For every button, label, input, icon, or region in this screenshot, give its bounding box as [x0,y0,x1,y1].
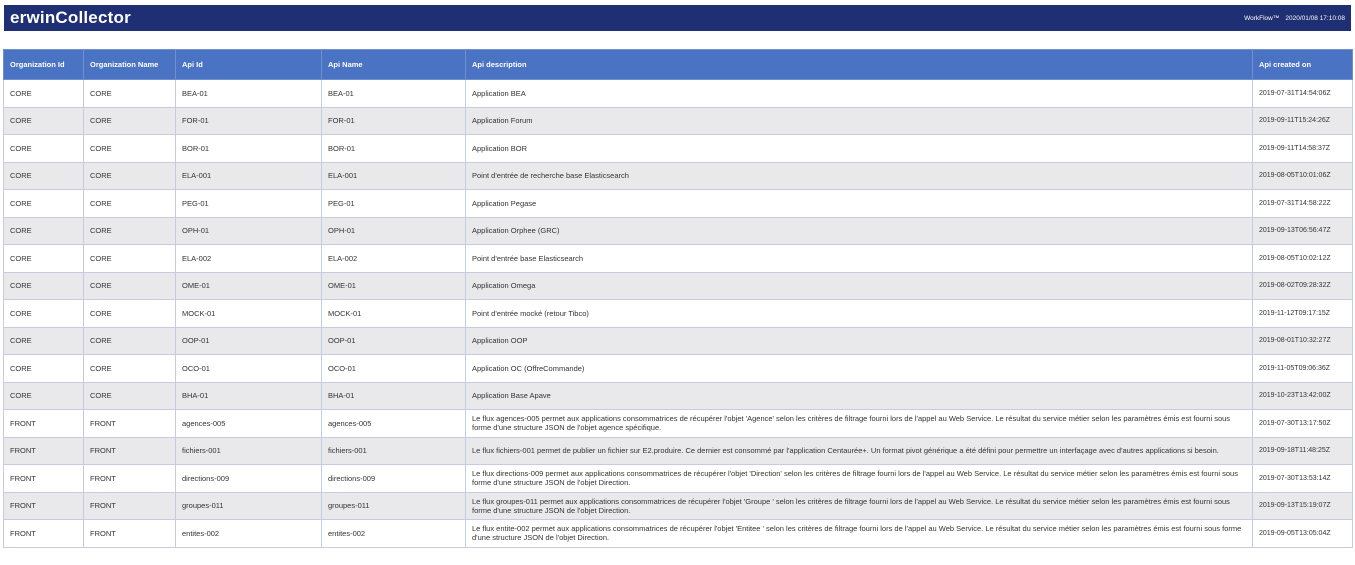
table-row[interactable] [4,107,1353,135]
api-created-on-cell: 2019-11-12T09:17:15Z [1253,300,1353,328]
organization-name-cell: CORE [84,245,176,273]
table-row[interactable] [4,520,1353,548]
api-created-on-cell: 2019-09-05T13:05:04Z [1253,520,1353,548]
organization-id-cell: CORE [4,327,84,355]
table-row[interactable] [4,217,1353,245]
organization-id-cell: FRONT [4,437,84,465]
table-row[interactable] [4,492,1353,520]
organization-id-cell: FRONT [4,410,84,438]
organization-name-cell: CORE [84,107,176,135]
app-header [4,5,1351,31]
api-id-cell: PEG-01 [176,190,322,218]
api-created-on-cell: 2019-09-11T14:58:37Z [1253,135,1353,163]
column-header-organization-name[interactable]: Organization Name [84,50,176,80]
organization-name-cell: CORE [84,272,176,300]
api-description-cell: Application Pegase [466,190,1253,218]
api-name-cell: ELA-001 [322,162,466,190]
api-description-cell: Le flux fichiers-001 permet de publier un fichier sur E2.produire. Ce dernier est consommé par l'application Centaurée+. Un format pivot générique a été défini pour permettre un interfaçage avec d'autres applications si besoin. [466,437,1253,465]
organization-id-cell: CORE [4,300,84,328]
organization-name-cell: CORE [84,135,176,163]
api-description-cell: Point d'entrée base Elasticsearch [466,245,1253,273]
api-id-cell: OPH-01 [176,217,322,245]
organization-id-cell: FRONT [4,492,84,520]
organization-name-cell: CORE [84,300,176,328]
table-row[interactable] [4,382,1353,410]
organization-name-cell: CORE [84,162,176,190]
api-description-cell: Le flux groupes-011 permet aux applications consommatrices de récupérer l'objet 'Groupe ' selon les critères de filtrage fourni lors de l'appel au Web Service. Le résultat du service métier selon les paramètres émis est fourni sous forme d'une structure JSON de l'objet Direction. [466,492,1253,520]
organization-id-cell: CORE [4,135,84,163]
api-description-cell: Application Orphee (GRC) [466,217,1253,245]
api-id-cell: ELA-002 [176,245,322,273]
api-created-on-cell: 2019-07-30T13:53:14Z [1253,465,1353,493]
table-row[interactable] [4,437,1353,465]
organization-name-cell: CORE [84,217,176,245]
organization-id-cell: FRONT [4,465,84,493]
organization-name-cell: CORE [84,355,176,383]
api-id-cell: BEA-01 [176,80,322,108]
api-description-cell: Application Forum [466,107,1253,135]
column-header-api-id[interactable]: Api Id [176,50,322,80]
api-name-cell: directions-009 [322,465,466,493]
column-header-organization-id[interactable]: Organization Id [4,50,84,80]
api-id-cell: ELA-001 [176,162,322,190]
organization-id-cell: CORE [4,80,84,108]
api-id-cell: OME-01 [176,272,322,300]
table-row[interactable] [4,355,1353,383]
table-row[interactable] [4,190,1353,218]
api-description-cell: Application BEA [466,80,1253,108]
table-row[interactable] [4,162,1353,190]
api-description-cell: Application BOR [466,135,1253,163]
organization-name-cell: CORE [84,382,176,410]
organization-name-cell: CORE [84,190,176,218]
api-description-cell: Le flux agences-005 permet aux applications consommatrices de récupérer l'objet 'Agence' selon les critères de filtrage fourni lors de l'appel au Web Service. Le résultat du service métier selon les paramètres émis est fourni sous forme d'une structure JSON de l'objet agence spécifique. [466,410,1253,438]
api-name-cell: OOP-01 [322,327,466,355]
api-created-on-cell: 2019-09-13T06:56:47Z [1253,217,1353,245]
api-created-on-cell: 2019-09-11T15:24:26Z [1253,107,1353,135]
api-description-cell: Application Omega [466,272,1253,300]
api-created-on-cell: 2019-10-23T13:42:00Z [1253,382,1353,410]
app-title: erwinCollector [10,8,131,27]
api-id-cell: FOR-01 [176,107,322,135]
api-id-cell: OCO-01 [176,355,322,383]
api-created-on-cell: 2019-08-05T10:02:12Z [1253,245,1353,273]
api-name-cell: fichiers-001 [322,437,466,465]
api-name-cell: ELA-002 [322,245,466,273]
api-description-cell: Le flux directions-009 permet aux applications consommatrices de récupérer l'objet 'Direction' selon les critères de filtrage fourni lors de l'appel au Web Service. Le résultat du service métier selon les paramètres émis est fourni sous forme d'une structure JSON de l'objet Direction. [466,465,1253,493]
api-created-on-cell: 2019-08-05T10:01:06Z [1253,162,1353,190]
api-created-on-cell: 2019-08-01T10:32:27Z [1253,327,1353,355]
table-row[interactable] [4,300,1353,328]
api-name-cell: groupes-011 [322,492,466,520]
api-description-cell: Le flux entite-002 permet aux applications consommatrices de récupérer l'objet 'Entitee ' selon les critères de filtrage fourni lors de l'appel au Web Service. Le résultat du service métier selon les paramètres émis est fourni sous forme d'une structure JSON de l'objet Direction. [466,520,1253,548]
api-created-on-cell: 2019-09-13T15:19:07Z [1253,492,1353,520]
organization-name-cell: FRONT [84,492,176,520]
product-name: WorkFlow™ [1244,14,1280,22]
column-header-api-created-on[interactable]: Api created on [1253,50,1353,80]
api-name-cell: BEA-01 [322,80,466,108]
organization-id-cell: CORE [4,355,84,383]
api-description-cell: Point d'entrée de recherche base Elasticsearch [466,162,1253,190]
api-table-container [3,49,1352,548]
api-created-on-cell: 2019-07-31T14:58:22Z [1253,190,1353,218]
organization-id-cell: CORE [4,107,84,135]
api-id-cell: fichiers-001 [176,437,322,465]
api-name-cell: OCO-01 [322,355,466,383]
api-created-on-cell: 2019-07-31T14:54:06Z [1253,80,1353,108]
api-id-cell: BHA-01 [176,382,322,410]
api-name-cell: agences-005 [322,410,466,438]
table-body [4,80,1353,548]
api-id-cell: entites-002 [176,520,322,548]
organization-id-cell: CORE [4,272,84,300]
api-description-cell: Point d'entrée mocké (retour Tibco) [466,300,1253,328]
table-header-row [4,50,1353,80]
api-id-cell: BOR-01 [176,135,322,163]
api-id-cell: MOCK-01 [176,300,322,328]
table-row[interactable] [4,410,1353,438]
api-id-cell: agences-005 [176,410,322,438]
api-name-cell: entites-002 [322,520,466,548]
api-name-cell: OPH-01 [322,217,466,245]
api-name-cell: OME-01 [322,272,466,300]
organization-name-cell: FRONT [84,520,176,548]
organization-id-cell: FRONT [4,520,84,548]
organization-name-cell: FRONT [84,410,176,438]
api-name-cell: BHA-01 [322,382,466,410]
organization-id-cell: CORE [4,217,84,245]
column-header-api-name[interactable]: Api Name [322,50,466,80]
api-created-on-cell: 2019-11-05T09:06:36Z [1253,355,1353,383]
api-description-cell: Application OOP [466,327,1253,355]
api-name-cell: MOCK-01 [322,300,466,328]
api-created-on-cell: 2019-08-02T09:28:32Z [1253,272,1353,300]
organization-name-cell: FRONT [84,465,176,493]
api-name-cell: BOR-01 [322,135,466,163]
table-row[interactable] [4,80,1353,108]
report-timestamp: 2020/01/08 17:10:08 [1285,14,1345,22]
organization-name-cell: CORE [84,327,176,355]
table-row[interactable] [4,135,1353,163]
api-created-on-cell: 2019-09-18T11:48:25Z [1253,437,1353,465]
organization-name-cell: FRONT [84,437,176,465]
table-row[interactable] [4,245,1353,273]
table-row[interactable] [4,465,1353,493]
api-description-cell: Application OC (OffreCommande) [466,355,1253,383]
api-name-cell: PEG-01 [322,190,466,218]
organization-id-cell: CORE [4,245,84,273]
organization-name-cell: CORE [84,80,176,108]
api-id-cell: directions-009 [176,465,322,493]
organization-id-cell: CORE [4,190,84,218]
api-id-cell: OOP-01 [176,327,322,355]
organization-id-cell: CORE [4,162,84,190]
api-id-cell: groupes-011 [176,492,322,520]
api-name-cell: FOR-01 [322,107,466,135]
header-info [1244,15,1345,22]
api-created-on-cell: 2019-07-30T13:17:50Z [1253,410,1353,438]
table-row[interactable] [4,327,1353,355]
api-table [3,49,1353,548]
table-row[interactable] [4,272,1353,300]
column-header-api-description[interactable]: Api description [466,50,1253,80]
api-description-cell: Application Base Apave [466,382,1253,410]
organization-id-cell: CORE [4,382,84,410]
